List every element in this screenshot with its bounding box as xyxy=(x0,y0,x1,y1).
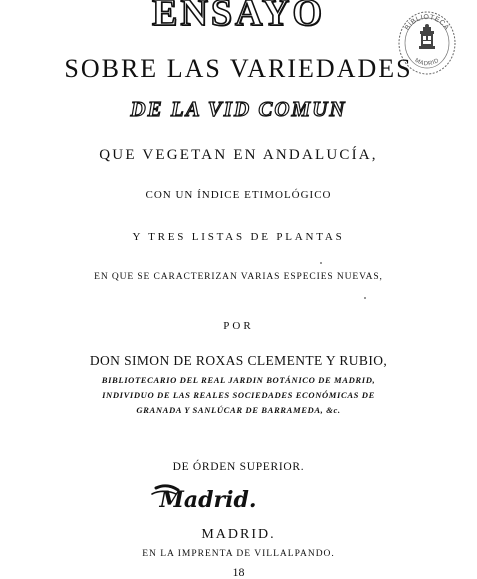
author-affiliation: INDIVIDUO DE LAS REALES SOCIEDADES ECONÓMICAS DE xyxy=(102,390,375,400)
madrid-script-word: Madrid. xyxy=(159,487,257,513)
author-affiliation: BIBLIOTECARIO DEL REAL JARDIN BOTÁNICO DE MADRID, xyxy=(101,375,376,385)
printer-line: EN LA IMPRENTA DE VILLALPANDO. xyxy=(142,549,335,559)
species-line: EN QUE SE CARACTERIZAN VARIAS ESPECIES NUEVAS, xyxy=(94,272,383,282)
ornate-subtitle: DE LA VID COMUN xyxy=(130,97,347,121)
authority-line: DE ÓRDEN SUPERIOR. xyxy=(172,461,305,473)
imprint-year: 18 xyxy=(232,565,245,579)
index-line: CON UN ÍNDICE ETIMOLÓGICO xyxy=(145,189,332,201)
madrid-script-ornament xyxy=(150,482,260,516)
stamp-text-bottom: MADRID xyxy=(413,57,441,68)
stray-dot xyxy=(364,297,366,299)
book-title: ENSAYO xyxy=(152,0,325,34)
imprint-city: MADRID. xyxy=(201,527,276,542)
region-line: QUE VEGETAN EN ANDALUCÍA, xyxy=(99,147,378,163)
author-affiliation: GRANADA Y SANLÚCAR DE BARRAMEDA, &c. xyxy=(136,405,341,415)
by-line: POR xyxy=(223,320,254,332)
author-name: DON SIMON DE ROXAS CLEMENTE Y RUBIO, xyxy=(89,353,388,368)
stamp-text-top: BIBLIOTECA xyxy=(403,13,451,32)
stray-dot xyxy=(320,262,322,264)
plant-lists-line: Y TRES LISTAS DE PLANTAS xyxy=(132,231,345,243)
subtitle: SOBRE LAS VARIEDADES xyxy=(64,54,413,83)
